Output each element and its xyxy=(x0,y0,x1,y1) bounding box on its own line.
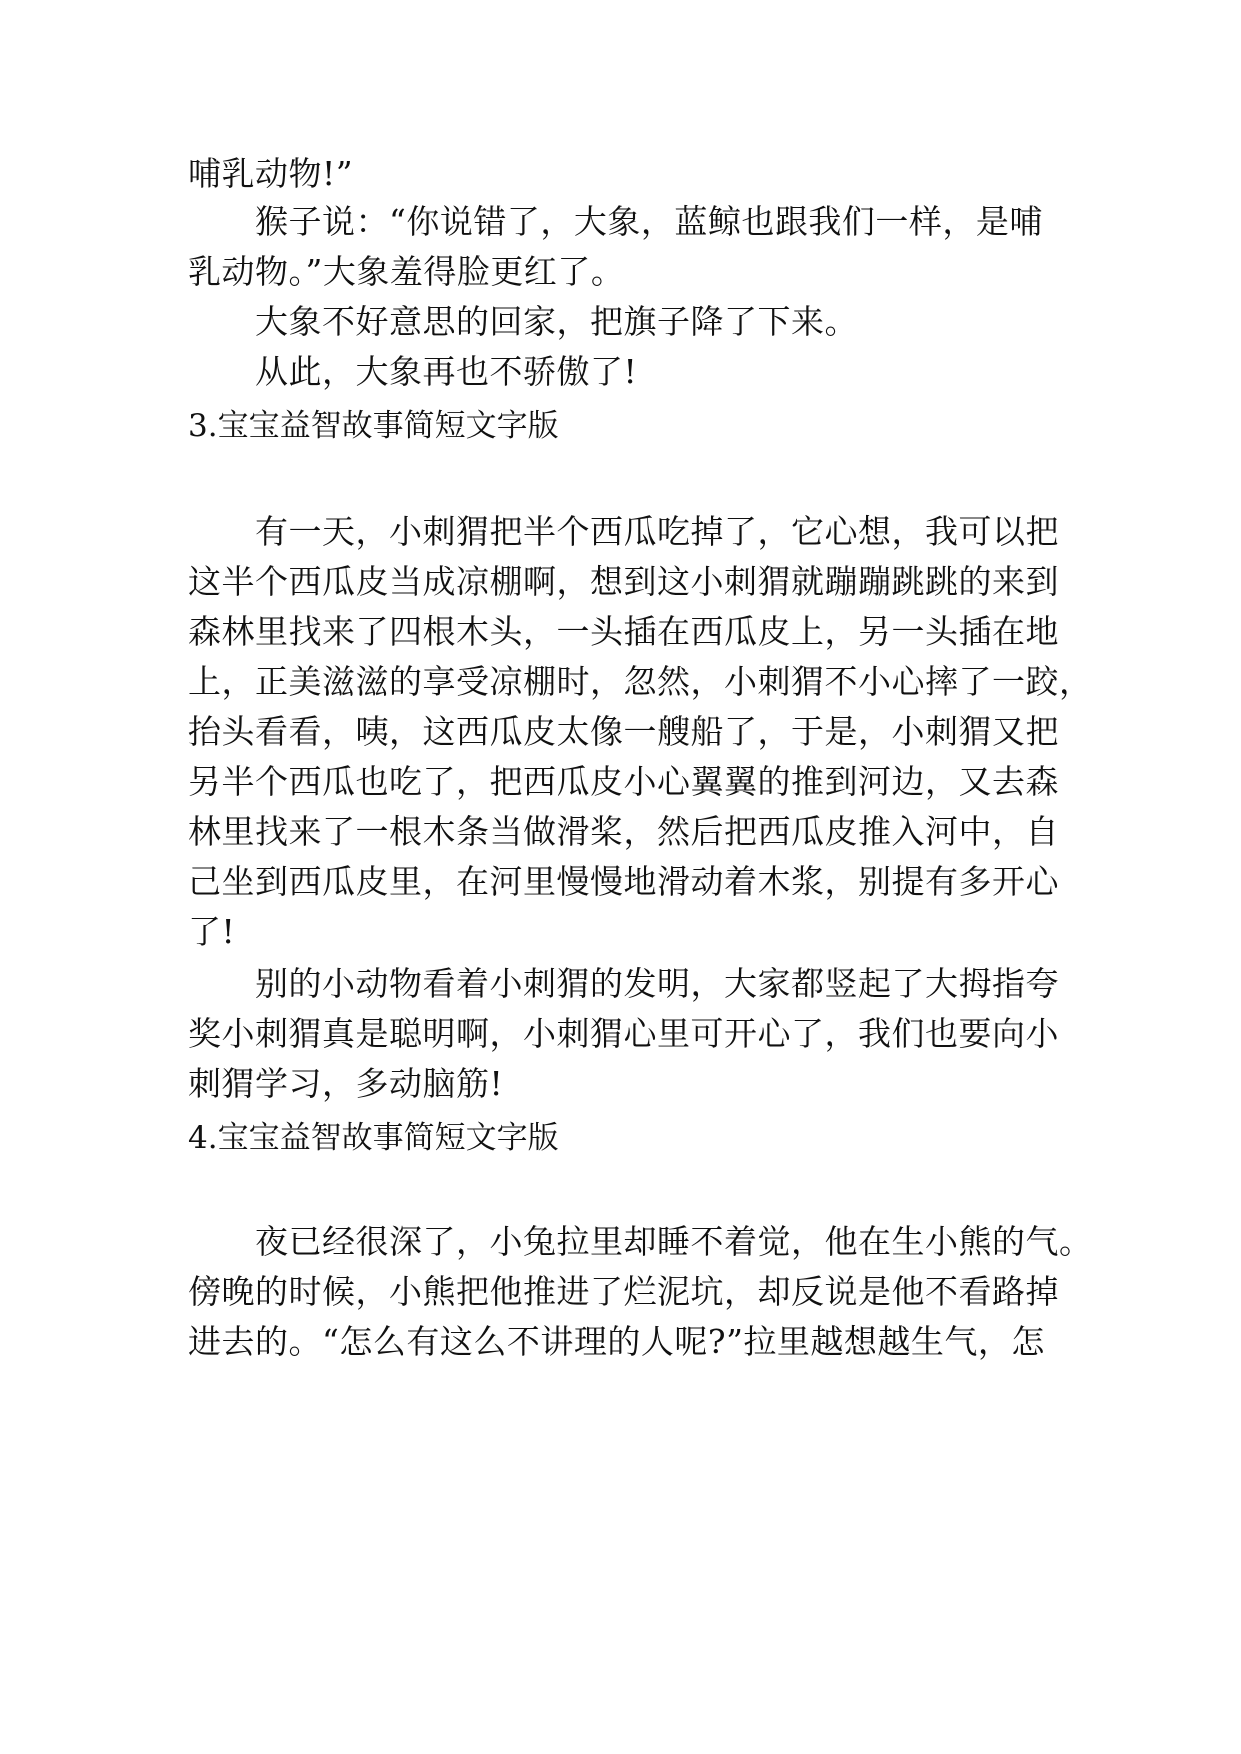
text-line: 哺乳动物!” xyxy=(188,154,354,193)
text-line: 林里找来了一根木条当做滑桨，然后把西瓜皮推入河中，自 xyxy=(188,812,1059,851)
text-line: 了! xyxy=(188,912,236,951)
text-line: 傍晚的时候，小熊把他推进了烂泥坑，却反说是他不看路掉 xyxy=(188,1272,1059,1311)
text-line: 夜已经很深了，小兔拉里却睡不着觉，他在生小熊的气。 xyxy=(255,1222,1093,1261)
section-heading: 4.宝宝益智故事简短文字版 xyxy=(188,1120,559,1156)
text-line: 奖小刺猬真是聪明啊，小刺猬心里可开心了，我们也要向小 xyxy=(188,1014,1059,1053)
text-line: 抬头看看，咦，这西瓜皮太像一艘船了，于是，小刺猬又把 xyxy=(188,712,1059,751)
text-line: 大象不好意思的回家，把旗子降了下来。 xyxy=(255,302,858,341)
text-line: 从此，大象再也不骄傲了! xyxy=(255,352,638,391)
text-line: 另半个西瓜也吃了，把西瓜皮小心翼翼的推到河边，又去森 xyxy=(188,762,1059,801)
text-line: 这半个西瓜皮当成凉棚啊，想到这小刺猬就蹦蹦跳跳的来到 xyxy=(188,562,1059,601)
section-heading: 3.宝宝益智故事简短文字版 xyxy=(188,408,559,444)
text-line: 乳动物。”大象羞得脸更红了。 xyxy=(188,252,625,291)
text-line: 进去的。“怎么有这么不讲理的人呢?”拉里越想越生气，怎 xyxy=(188,1322,1045,1361)
text-line: 上，正美滋滋的享受凉棚时，忽然，小刺猬不小心摔了一跤， xyxy=(188,662,1093,701)
text-line: 刺猬学习，多动脑筋! xyxy=(188,1064,504,1103)
text-line: 别的小动物看着小刺猬的发明，大家都竖起了大拇指夸 xyxy=(255,964,1059,1003)
text-line: 森林里找来了四根木头，一头插在西瓜皮上，另一头插在地 xyxy=(188,612,1059,651)
text-line: 己坐到西瓜皮里，在河里慢慢地滑动着木浆，别提有多开心 xyxy=(188,862,1059,901)
text-line: 猴子说：“你说错了，大象，蓝鲸也跟我们一样，是哺 xyxy=(255,202,1043,241)
text-line: 有一天，小刺猬把半个西瓜吃掉了，它心想，我可以把 xyxy=(255,512,1059,551)
